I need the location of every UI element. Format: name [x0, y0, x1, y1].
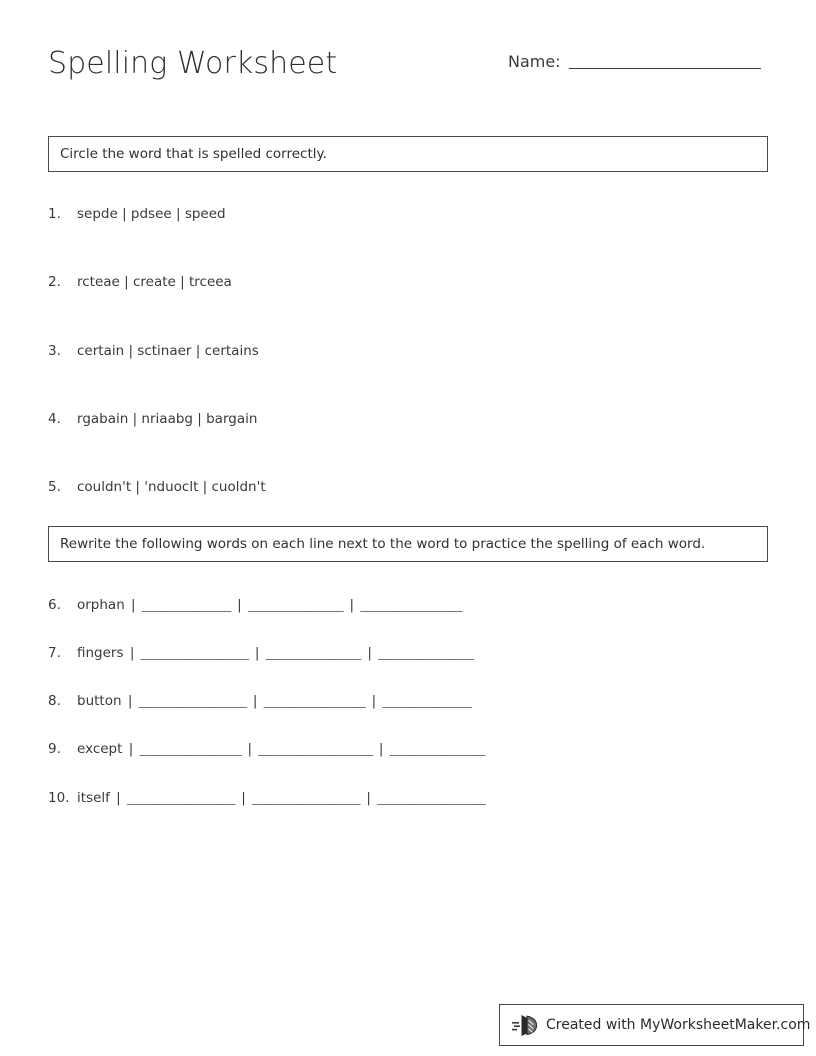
practice-blank-1[interactable]: _________________	[138, 693, 247, 709]
instruction-box-2	[48, 526, 768, 562]
instruction-text-2: Rewrite the following words on each line next to the word to practice the spelling of each word.	[60, 536, 706, 552]
practice-blank-1[interactable]: ________________	[139, 741, 242, 757]
item-number: 3.	[48, 343, 61, 359]
separator: |	[232, 597, 246, 613]
separator: |	[367, 693, 381, 709]
separator: |	[363, 645, 377, 661]
item-choices[interactable]: certain | sctinaer | certains	[77, 343, 259, 359]
separator: |	[243, 741, 257, 757]
footer-credit-badge[interactable]	[499, 1004, 811, 1046]
circle-item-4[interactable]	[48, 409, 768, 429]
practice-word: button	[77, 693, 122, 709]
practice-blank-1[interactable]: _________________	[140, 645, 249, 661]
practice-blank-2[interactable]: _______________	[265, 645, 362, 661]
practice-blank-3[interactable]: ________________	[360, 597, 462, 613]
separator: |	[111, 790, 126, 806]
circle-item-3[interactable]	[48, 341, 768, 361]
practice-word: itself	[77, 790, 110, 806]
practice-blank-1[interactable]: ______________	[141, 597, 231, 613]
item-number: 10.	[48, 790, 70, 806]
item-number: 9.	[48, 741, 61, 757]
page-title: Spelling Worksheet	[48, 46, 338, 81]
name-field-writing-line[interactable]	[569, 68, 761, 69]
instruction-text-1: Circle the word that is spelled correctly.	[60, 146, 327, 162]
item-number: 8.	[48, 693, 61, 709]
item-choices[interactable]: rcteae | create | trceea	[77, 274, 232, 290]
item-choices[interactable]: sepde | pdsee | speed	[77, 206, 226, 222]
practice-word: except	[77, 741, 123, 757]
name-field-label: Name:	[508, 52, 561, 71]
practice-blank-2[interactable]: ________________	[263, 693, 366, 709]
circle-item-2[interactable]	[48, 272, 768, 292]
worksheet-header	[48, 44, 768, 94]
myworksheetmaker-logo-icon	[512, 1013, 538, 1037]
separator: |	[123, 693, 137, 709]
practice-blank-3[interactable]: ______________	[382, 693, 472, 709]
practice-blank-1[interactable]: _________________	[127, 790, 235, 806]
instruction-box-1	[48, 136, 768, 172]
separator: |	[125, 645, 139, 661]
separator: |	[362, 790, 376, 806]
item-number: 1.	[48, 206, 61, 222]
practice-word: fingers	[77, 645, 124, 661]
item-number: 5.	[48, 479, 61, 495]
separator: |	[124, 741, 138, 757]
separator: |	[374, 741, 388, 757]
footer-credit-text: Created with MyWorksheetMaker.com	[546, 1017, 811, 1033]
name-field[interactable]	[508, 52, 761, 72]
item-choices[interactable]: rgabain | nriaabg | bargain	[77, 411, 258, 427]
separator: |	[126, 597, 140, 613]
item-number: 4.	[48, 411, 61, 427]
rewrite-item-7[interactable]	[48, 642, 788, 664]
circle-item-5[interactable]	[48, 477, 768, 497]
item-number: 7.	[48, 645, 61, 661]
item-choices[interactable]: couldn't | 'nduoclt | cuoldn't	[77, 479, 266, 495]
rewrite-item-8[interactable]	[48, 690, 788, 712]
separator: |	[250, 645, 264, 661]
rewrite-item-10[interactable]	[48, 787, 788, 809]
practice-blank-2[interactable]: __________________	[258, 741, 373, 757]
practice-blank-2[interactable]: _________________	[252, 790, 361, 806]
separator: |	[248, 693, 262, 709]
rewrite-item-9[interactable]	[48, 738, 788, 760]
item-number: 2.	[48, 274, 61, 290]
practice-word: orphan	[77, 597, 125, 613]
circle-item-1[interactable]	[48, 204, 768, 224]
practice-blank-3[interactable]: _________________	[377, 790, 486, 806]
separator: |	[345, 597, 359, 613]
practice-blank-3[interactable]: _______________	[378, 645, 474, 661]
rewrite-item-6[interactable]	[48, 594, 788, 616]
practice-blank-3[interactable]: _______________	[389, 741, 486, 757]
item-number: 6.	[48, 597, 61, 613]
separator: |	[236, 790, 251, 806]
practice-blank-2[interactable]: _______________	[247, 597, 344, 613]
